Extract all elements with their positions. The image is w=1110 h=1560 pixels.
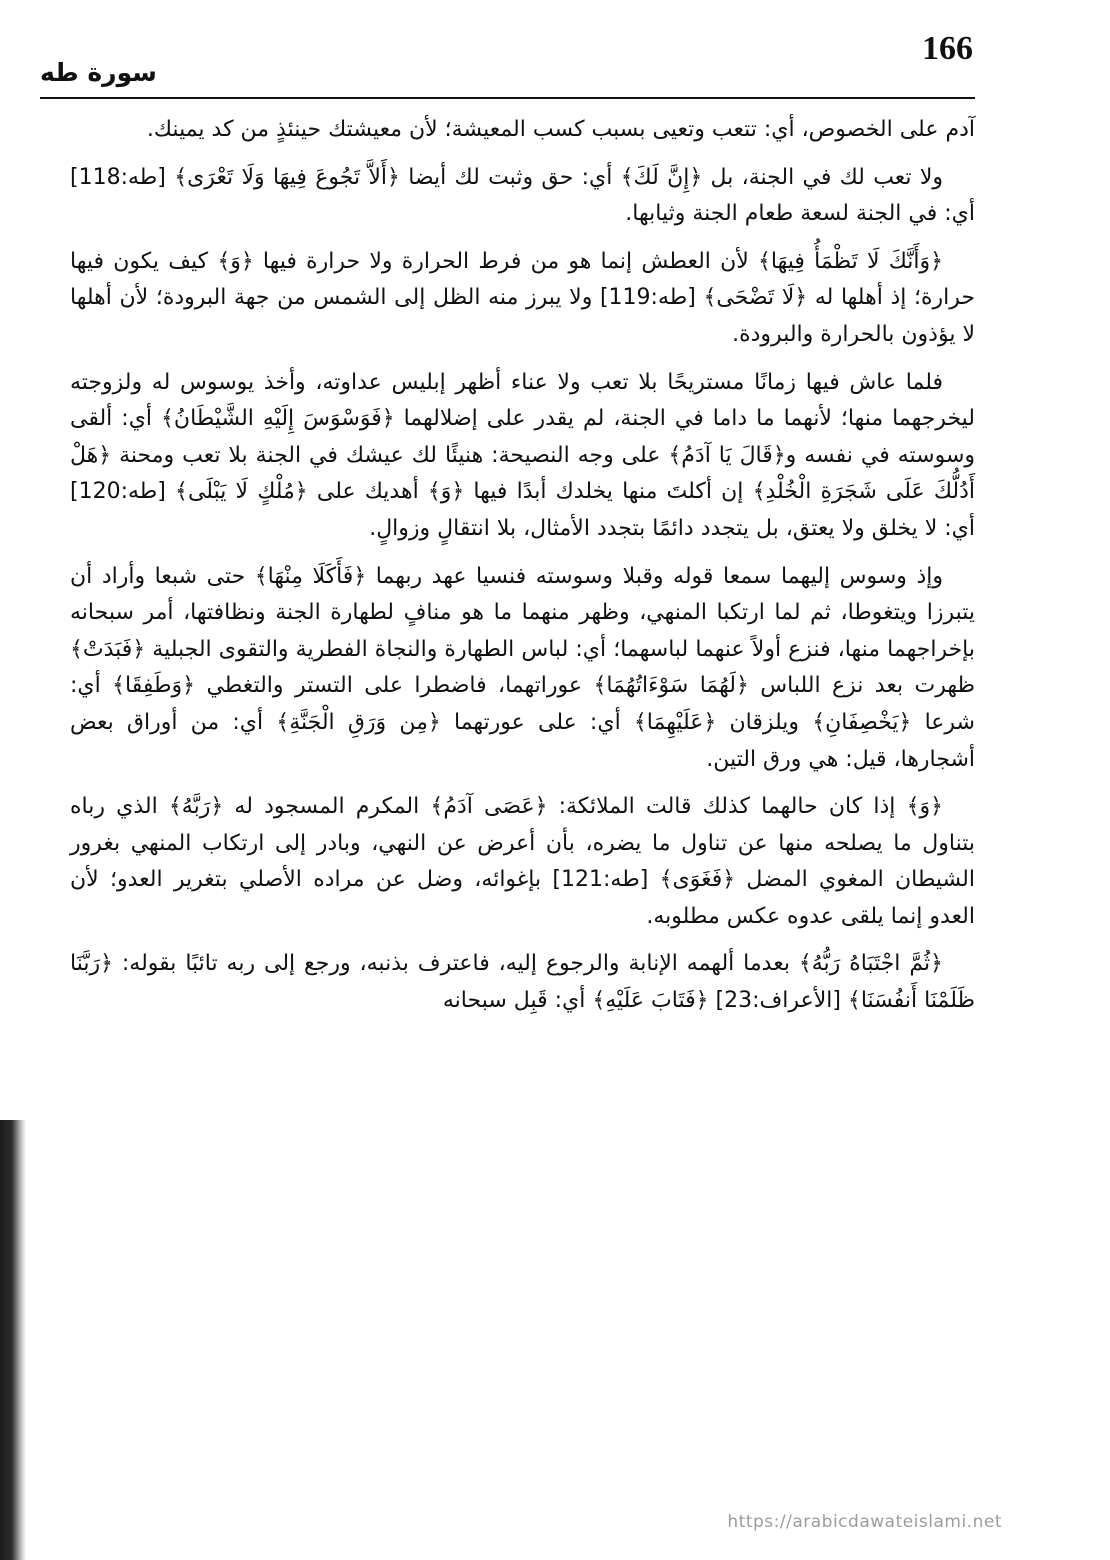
header-divider [40, 97, 975, 99]
paragraph: ولا تعب لك في الجنة، بل ﴿إِنَّ لَكَ﴾ أي: حق وثبت لك أيضا ﴿أَلاَّ تَجُوعَ فِيهَا وَلَا تَعْرَى﴾ [طه:118] أي: في الجنة لسعة طعام الجنة وثيابها. [70, 164, 975, 227]
paragraph: ﴿وَأَنَّكَ لَا تَظْمَأُ فِيهَا﴾ لأن العطش إنما هو من فرط الحرارة ولا حرارة فيها ﴿وَ﴾ كيف يكون فيها حرارة؛ إذ أهلها له ﴿لَا تَضْحَى﴾ [طه:119] ولا يبرز منه الظل إلى الشمس من جهة البرودة؛ لأن أهلها لا يؤذون بالحرارة والبرودة. [70, 248, 975, 347]
paragraph: آدم على الخصوص، أي: تتعب وتعيى بسبب كسب المعيشة؛ لأن معيشتك حينئذٍ من كد يمينك. [146, 117, 975, 142]
body-text [70, 112, 975, 1020]
surah-title: سورة طه [40, 58, 157, 87]
watermark-url: https://arabicdawateislami.net [727, 1512, 1002, 1532]
page-number: 166 [922, 30, 973, 67]
paragraph: ﴿ثُمَّ اجْتَبَاهُ رَبُّهُ﴾ بعدما ألهمه الإنابة والرجوع إليه، فاعترف بذنبه، ورجع إلى ربه تائبًا بقوله: ﴿رَبَّنَا ظَلَمْنَا أَنفُسَنَا﴾ [الأعراف:23] ﴿فَتَابَ عَلَيْهِ﴾ أي: قَبِل سبحانه [70, 951, 975, 1014]
paragraph: ﴿وَ﴾ إذا كان حالهما كذلك قالت الملائكة: ﴿عَصَى آدَمُ﴾ المكرم المسجود له ﴿رَبَّهُ﴾ الذي رباه بتناول ما يصلحه منها عن تناول ما يضره، بأن أعرض عن النهي، وبادر إلى ارتكاب المنهي بغرور الشيطان المغوي المضل ﴿فَغَوَى﴾ [طه:121] بإغوائه، وضل عن مراده الأصلي بتغرير العدو؛ لأن العدو إنما يلقى عدوه عكس مطلوبه. [70, 794, 975, 929]
scan-edge-shadow [0, 1120, 26, 1560]
paragraph: فلما عاش فيها زمانًا مستريحًا بلا تعب ولا عناء أظهر إبليس عداوته، وأخذ يوسوس له ولزوجته ليخرجهما منها؛ لأنهما ما داما في الجنة، لم يقدر على إضلالهما ﴿فَوَسْوَسَ إِلَيْهِ الشَّيْطَانُ﴾ أي: ألقى وسوسته في نفسه و﴿قَالَ يَا آدَمُ﴾ على وجه النصيحة: هنيئًا لك عيشك في الجنة بلا تعب ومحنة ﴿هَلْ أَدُلُّكَ عَلَى شَجَرَةِ الْخُلْدِ﴾ إن أكلتَ منها يخلدك أبدًا فيها ﴿وَ﴾ أهديك على ﴿مُلْكٍ لَا يَبْلَى﴾ [طه:120] أي: لا يخلق ولا يعتق، بل يتجدد دائمًا بتجدد الأمثال، بلا انتقالٍ وزوالٍ. [70, 369, 975, 541]
paragraph: وإذ وسوس إليهما سمعا قوله وقبلا وسوسته فنسيا عهد ربهما ﴿فَأَكَلَا مِنْهَا﴾ حتى شبعا وأراد أن يتبرزا ويتغوطا، ثم لما ارتكبا المنهي، وظهر منهما ما هو منافٍ لطهارة الجنة ونظافتها، أمر سبحانه بإخراجهما منها، فنزع أولاً عنهما لباسهما؛ أي: لباس الطهارة والنجاة الفطرية والتقوى الجبلية ﴿فَبَدَتْ﴾ ظهرت بعد نزع اللباس ﴿لَهُمَا سَوْءَاتُهُمَا﴾ عوراتهما، فاضطرا على التستر والتغطي ﴿وَطَفِقَا﴾ أي: شرعا ﴿يَخْصِفَانِ﴾ ويلزقان ﴿عَلَيْهِمَا﴾ أي: على عورتهما ﴿مِن وَرَقِ الْجَنَّةِ﴾ أي: من أوراق بعض أشجارها، قيل: هي ورق التين. [70, 563, 975, 772]
